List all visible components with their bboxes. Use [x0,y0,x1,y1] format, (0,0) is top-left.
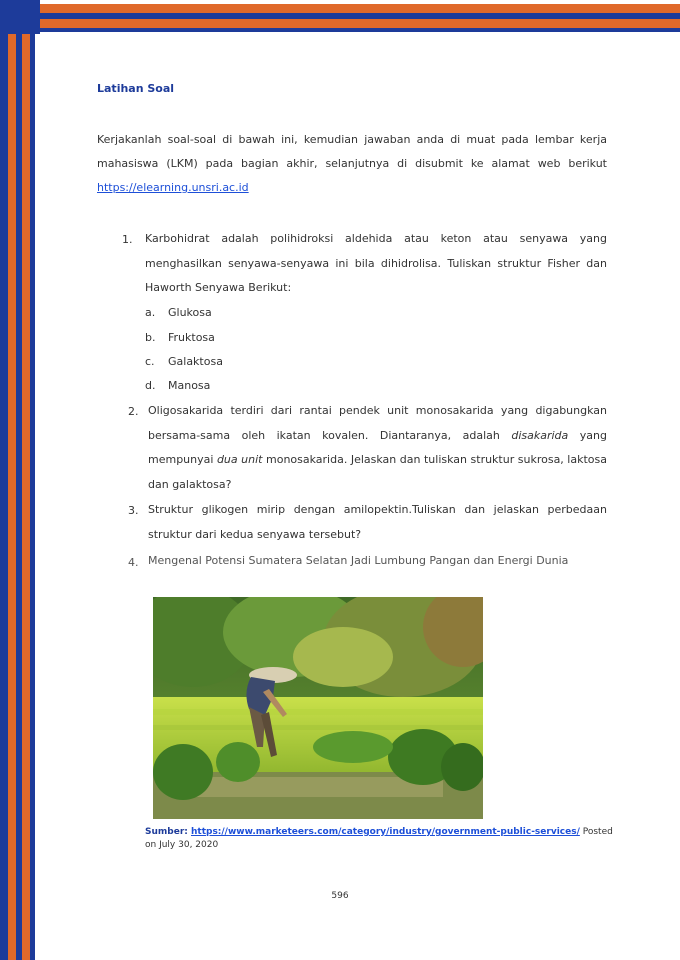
left-border-stripe [30,0,35,960]
left-border-stripe [8,0,16,960]
emphasis-term: dua unit [216,453,263,466]
top-border-stripe [0,19,680,28]
intro-text: Kerjakanlah soal-soal di bawah ini, kemudian jawaban anda di muat pada lembar kerja mahasiswa (LKM) pada bagian akhir, selanjutnya di disubmit ke alamat web berikut [97,133,607,170]
question-number: 2. [128,405,139,418]
top-border-stripe [0,28,680,32]
list-item: a. Glukosa [145,306,212,319]
caption-label: Sumber: [145,827,191,837]
question-text: Struktur glikogen mirip dengan amilopektin.Tuliskan dan jelaskan perbedaan struktur dari kedua senyawa tersebut? [148,503,607,541]
list-item: b. Fruktosa [145,331,215,344]
question-text: Karbohidrat adalah polihidroksi aldehida atau keton atau senyawa yang menghasilkan senyawa-senyawa ini bila dihidrolisa. Tuliskan struktur Fisher dan Haworth Senyawa Berikut: [145,232,607,294]
intro-paragraph [97,128,607,200]
source-link[interactable]: https://www.marketeers.com/category/industry/government-public-services/ [190,827,580,837]
question-number: 3. [128,504,139,517]
emphasis-term: disakarida [511,428,569,442]
left-border-stripe [0,0,8,960]
question-text: Mengenal Potensi Sumatera Selatan Jadi Lumbung Pangan dan Energi Dunia [148,554,569,567]
rice-field-photo [153,597,483,819]
left-border-stripe [22,0,30,960]
caption-posted: Posted on July 30, 2020 [145,827,613,850]
top-border-stripe [0,4,680,13]
image-caption [145,826,615,852]
question-text: Oligosakarida terdiri dari rantai pendek unit monosakarida yang digabungkan bersama-sama oleh ikatan kovalen. Diantaranya, adalah disakarida yang mempunyai dua unit monosakarida. Jelaskan dan tuliskan struktur sukrosa, laktosa dan galaktosa? [148,404,607,491]
page-number: 596 [331,891,349,901]
list-item: c. Galaktosa [145,355,223,368]
corner-block [0,0,40,34]
question-number: 4. [128,556,139,569]
question-number: 1. [122,233,133,246]
section-heading: Latihan Soal [97,82,175,95]
elearning-link[interactable]: https://elearning.unsri.ac.id [97,181,249,194]
list-item: d. Manosa [145,379,211,392]
